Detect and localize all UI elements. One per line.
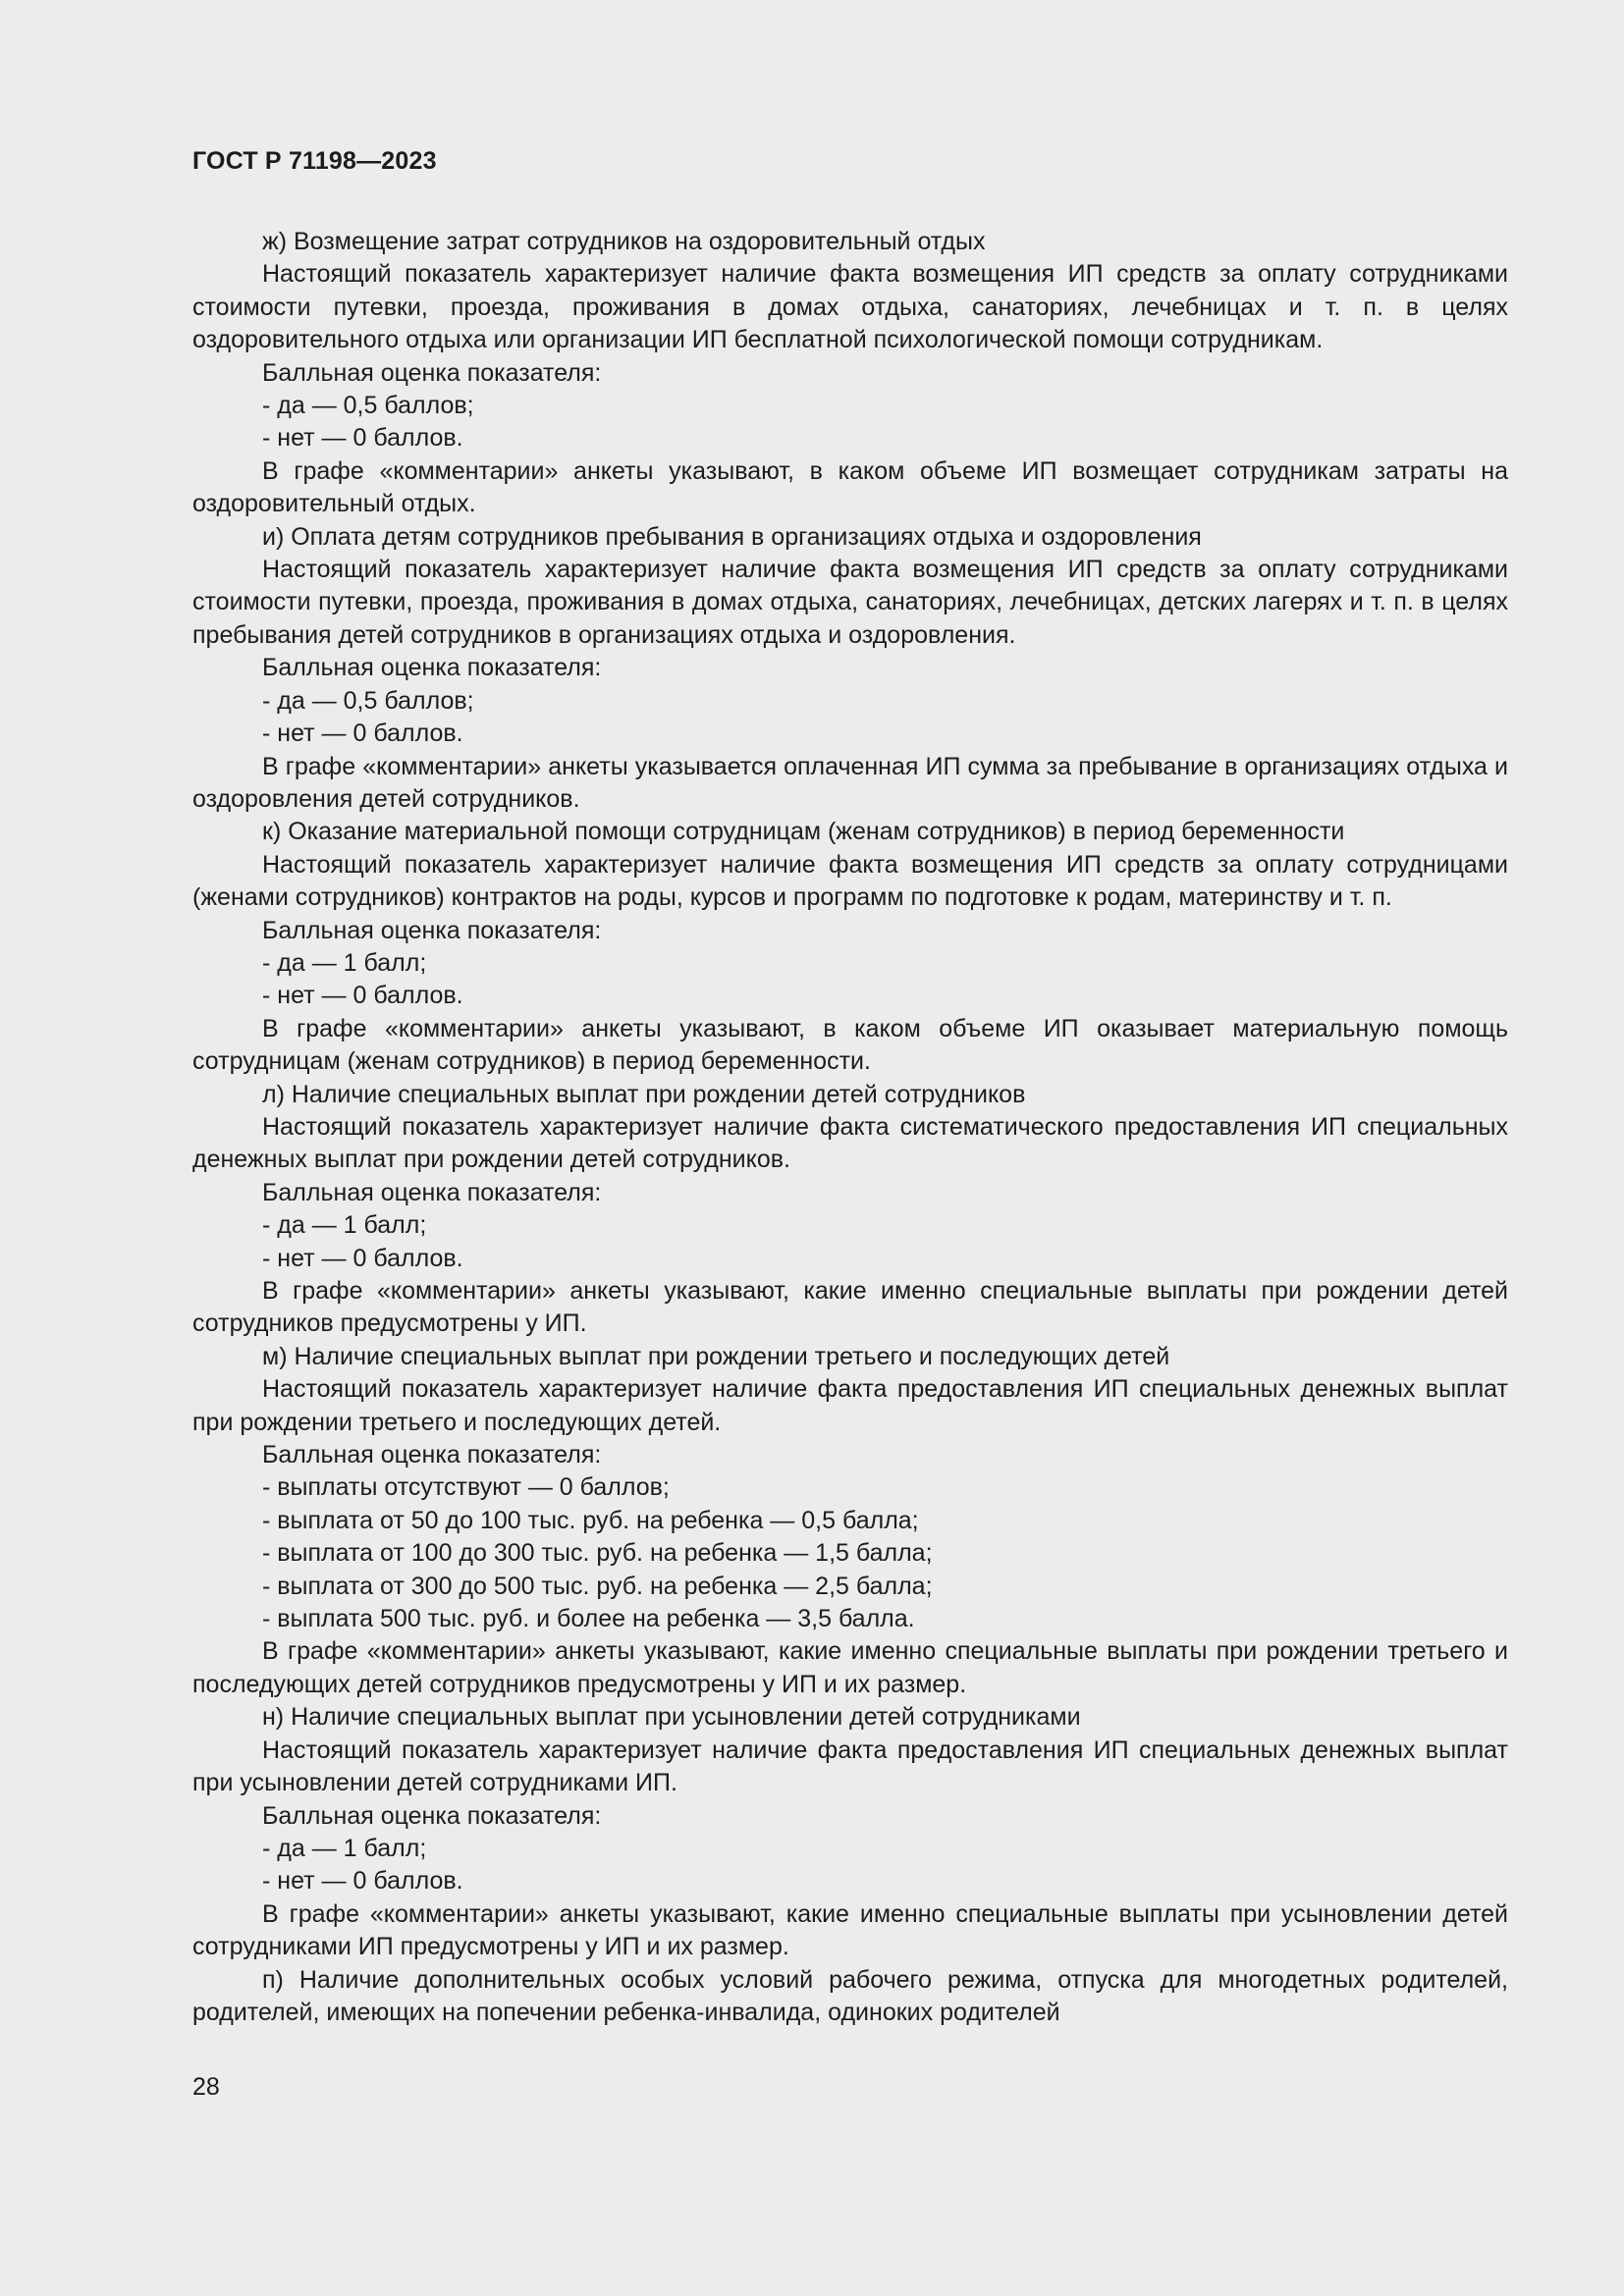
page-number: 28 [192,2073,220,2101]
section-heading: п) Наличие дополнительных особых условий рабочего режима, отпуска для многодетных родителей, родителей, имеющих на попечении ребенка-инвалида, одиноких родителей [192,1965,1508,2026]
score-item: - выплата от 300 до 500 тыс. руб. на ребенка — 2,5 балла; [262,1572,933,1600]
score-title: Балльная оценка показателя: [262,1178,602,1206]
score-item: - выплата от 50 до 100 тыс. руб. на ребенка — 0,5 балла; [262,1506,919,1534]
section-l [192,1079,1508,1341]
section-p [192,1964,1508,2030]
score-item: - да — 1 балл; [262,948,427,977]
score-item: - выплаты отсутствуют — 0 баллов; [262,1473,670,1502]
section-description: Настоящий показатель характеризует наличие факта возмещения ИП средств за оплату сотрудниками стоимости путевки, проезда, проживания в домах отдыха, санаториях, лечебницах и т. п. в целях оздоровительного отдыха или организации ИП бесплатной психологической помощи сотрудникам. [192,260,1508,354]
section-description: Настоящий показатель характеризует наличие факта возмещения ИП средств за оплату сотрудницами (женами сотрудников) контрактов на роды, курсов и программ по подготовке к родам, материнству и т. п. [192,850,1508,912]
section-description: Настоящий показатель характеризует наличие факта предоставления ИП специальных денежных выплат при рождении третьего и последующих детей. [192,1375,1508,1436]
section-comment: В графе «комментарии» анкеты указывается оплаченная ИП сумма за пребывание в организациях отдыха и оздоровления детей сотрудников. [192,752,1508,813]
score-item: - да — 1 балл; [262,1834,427,1862]
score-title: Балльная оценка показателя: [262,916,602,944]
score-item: - выплата от 100 до 300 тыс. руб. на ребенка — 1,5 балла; [262,1539,933,1568]
section-m [192,1341,1508,1701]
score-item: - нет — 0 баллов. [262,424,463,453]
section-heading: л) Наличие специальных выплат при рождении детей сотрудников [262,1080,1026,1108]
section-comment: В графе «комментарии» анкеты указывают, какие именно специальные выплаты при рождении детей сотрудников предусмотрены у ИП. [192,1277,1508,1338]
section-heading: к) Оказание материальной помощи сотрудницам (женам сотрудников) в период беременности [262,818,1345,846]
section-zh [192,226,1508,521]
score-item: - нет — 0 баллов. [262,1867,463,1896]
section-comment: В графе «комментарии» анкеты указывают, в каком объеме ИП возмещает сотрудникам затраты на оздоровительный отдых. [192,456,1508,518]
section-description: Настоящий показатель характеризует наличие факта систематического предоставления ИП специальных денежных выплат при рождении детей сотрудников. [192,1112,1508,1174]
score-item: - да — 0,5 баллов; [262,686,474,715]
section-comment: В графе «комментарии» анкеты указывают, какие именно специальные выплаты при усыновлении детей сотрудниками ИП предусмотрены у ИП и их размер. [192,1899,1508,1961]
score-item: - да — 1 балл; [262,1211,427,1240]
score-title: Балльная оценка показателя: [262,1801,602,1830]
score-title: Балльная оценка показателя: [262,358,602,387]
score-item: - нет — 0 баллов. [262,982,463,1010]
score-title: Балльная оценка показателя: [262,1441,602,1469]
score-item: - нет — 0 баллов. [262,1244,463,1272]
document-body [192,226,1508,2029]
section-heading: ж) Возмещение затрат сотрудников на оздоровительный отдых [262,228,986,255]
score-title: Балльная оценка показателя: [262,654,602,682]
section-heading: н) Наличие специальных выплат при усыновлении детей сотрудниками [262,1703,1081,1732]
score-item: - да — 0,5 баллов; [262,392,474,420]
score-item: - выплата 500 тыс. руб. и более на ребенка — 3,5 балла. [262,1605,915,1633]
document-header: ГОСТ Р 71198—2023 [192,147,437,175]
section-k [192,816,1508,1078]
section-comment: В графе «комментарии» анкеты указывают, какие именно специальные выплаты при рождении третьего и последующих детей сотрудников предусмотрены у ИП и их размер. [192,1637,1508,1698]
section-n [192,1701,1508,1963]
section-i [192,521,1508,817]
section-description: Настоящий показатель характеризует наличие факта возмещения ИП средств за оплату сотрудниками стоимости путевки, проезда, проживания в домах отдыха, санаториях, лечебницах, детских лагерях и т. п. в целях пребывания детей сотрудников в организациях отдыха и оздоровления. [192,556,1508,649]
section-heading: и) Оплата детям сотрудников пребывания в организациях отдыха и оздоровления [262,522,1202,551]
score-item: - нет — 0 баллов. [262,720,463,748]
section-heading: м) Наличие специальных выплат при рождении третьего и последующих детей [262,1342,1170,1370]
section-comment: В графе «комментарии» анкеты указывают, в каком объеме ИП оказывает материальную помощь сотрудницам (женам сотрудников) в период беременности. [192,1014,1508,1076]
section-description: Настоящий показатель характеризует наличие факта предоставления ИП специальных денежных выплат при усыновлении детей сотрудниками ИП. [192,1735,1508,1797]
